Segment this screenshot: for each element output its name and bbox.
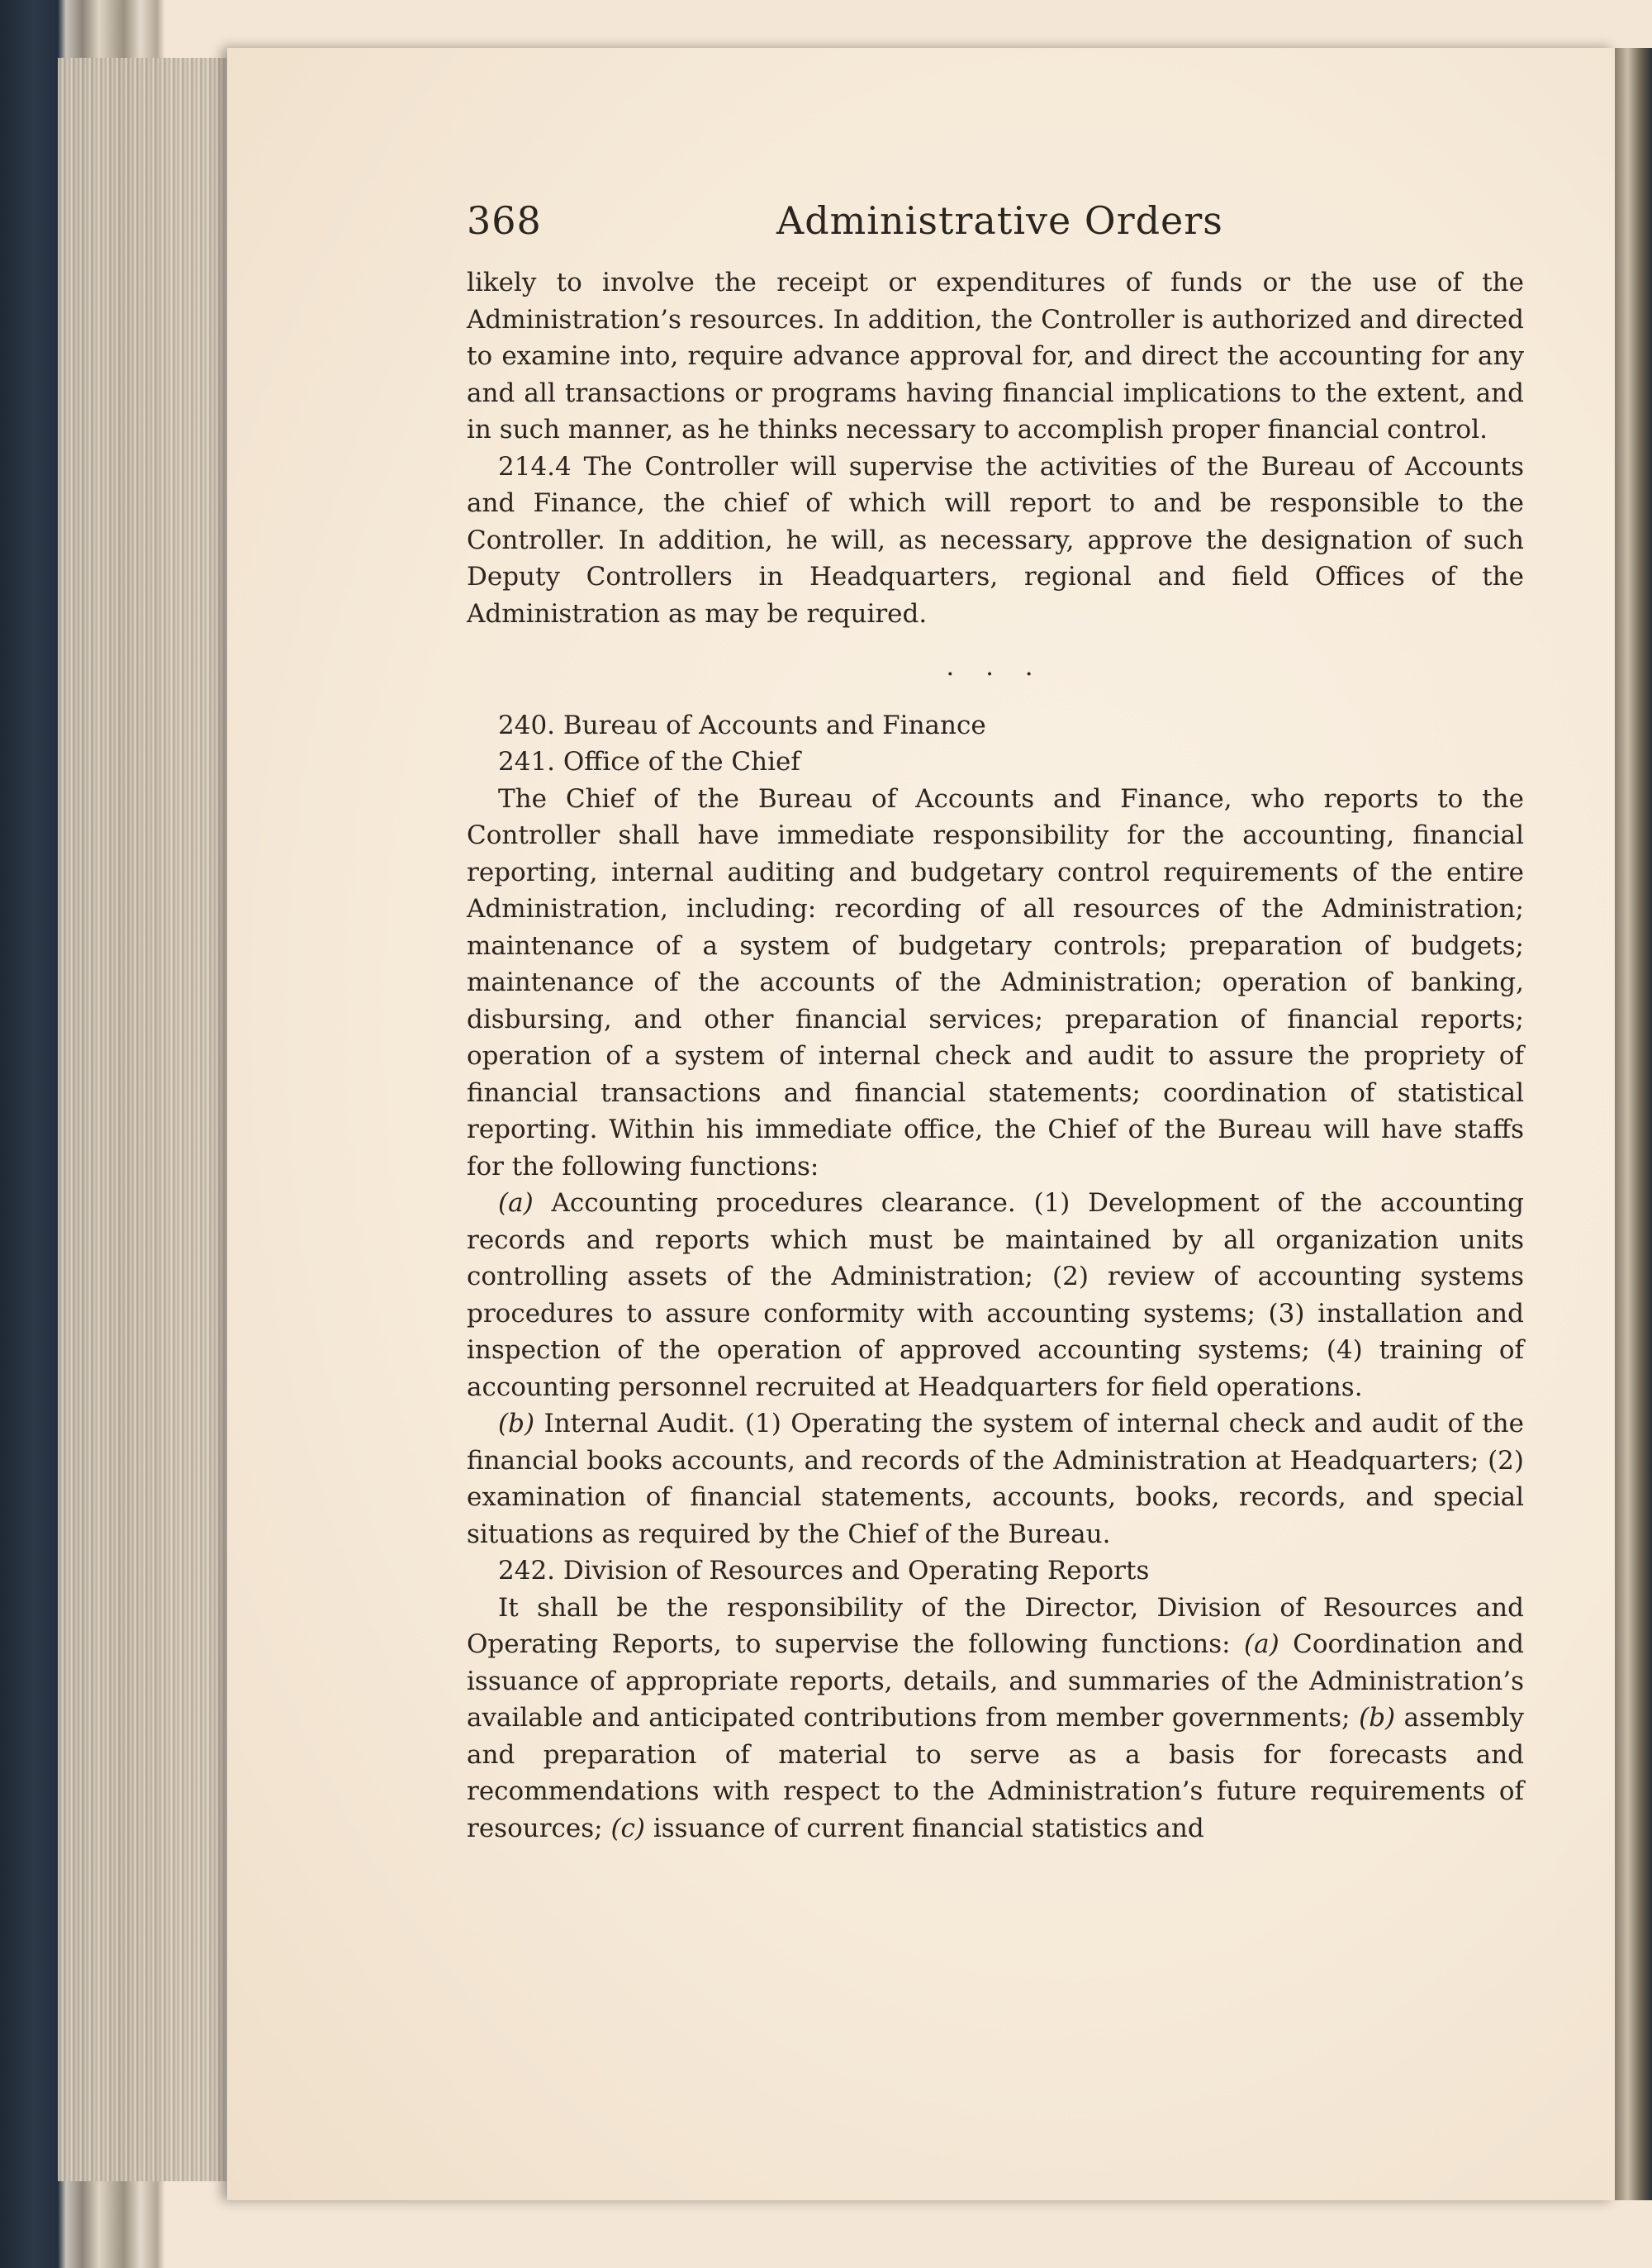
item-a [467,1185,1524,1405]
item-a-label: (a) [498,1188,534,1218]
page-edges [58,58,240,2181]
paragraph-continuation: likely to involve the receipt or expenditures of funds or the use of the Administration’s resources. In addition, the Controller is authorized and directed to examine into, require advance approval for, and direct the accounting for any and all transactions or programs having financial implications to the extent, and in such manner, as he thinks necessary to accomplish proper financial control. [467,268,1524,445]
para-242-part3: assembly and preparation of material to serve as a basis for forecasts and recommendations with respect to the Administration’s future requirements of resources; [467,1703,1524,1843]
book-right-edge [1615,48,1652,2200]
item-b-label: (b) [498,1409,535,1438]
item-b [467,1405,1524,1552]
heading-241: 241. Office of the Chief [498,747,800,777]
para-242-b-label: (b) [1359,1703,1396,1733]
heading-240: 240. Bureau of Accounts and Finance [498,710,986,740]
item-b-text: Internal Audit. (1) Operating the system of internal check and audit of the financial books accounts, and records of the Administration at Headquarters; (2) examination of financial statements, accounts, books, records, and special situations as required by the Chief of the Bureau. [467,1409,1524,1549]
para-242-a-label: (a) [1244,1629,1279,1659]
paragraph-214-4: 214.4 The Controller will supervise the activities of the Bureau of Accounts and Finance, the chief of which will report to and be responsible to the Controller. In addition, he will, as necessary, approve the designation of such Deputy Controllers in Headquarters, regional and field Offices of the Administration as may be required. [467,451,1524,629]
page-header [467,198,1524,264]
para-242-c-label: (c) [610,1813,645,1843]
page-number: 368 [467,198,542,243]
paragraph-241: The Chief of the Bureau of Accounts and Finance, who reports to the Controller shall have immediate responsibility for the accounting, financial reporting, internal auditing and budgetary control requirements of the entire Administration, including: recording of all resources of the Administration; maintenance of a system of budgetary controls; preparation of budgets; maintenance of the accounts of the Administration; operation of banking, disbursing, and other financial services; preparation of financial reports; operation of a system of internal check and audit to assure the propriety of financial transactions and financial statements; coordination of statistical reporting. Within his immediate office, the Chief of the Bureau will have staffs for the following functions: [467,783,1524,1182]
item-a-text: Accounting procedures clearance. (1) Development of the accounting records and reports which must be maintained by all organization units controlling assets of the Administration; (2) review of accounting systems procedures to assure conformity with accounting systems; (3) installation and inspection of the operation of approved accounting systems; (4) training of accounting personnel recruited at Headquarters for field operations. [467,1188,1524,1402]
body-text [467,264,1524,1847]
section-ellipsis: . . . [946,652,1045,682]
para-242-part1: It shall be the responsibility of the Director, Division of Resources and Operating Reports, to supervise the following functions: [467,1592,1524,1659]
page-content [467,198,1524,1847]
paragraph-242 [467,1590,1524,1847]
para-242-part4: issuance of current financial statistics and [645,1813,1204,1843]
para-242-part2: Coordination and issuance of appropriate reports, details, and summaries of the Administration’s available and anticipated contributions from member governments; [467,1629,1524,1733]
running-title: Administrative Orders [776,198,1223,243]
heading-242: 242. Division of Resources and Operating Reports [498,1556,1150,1586]
